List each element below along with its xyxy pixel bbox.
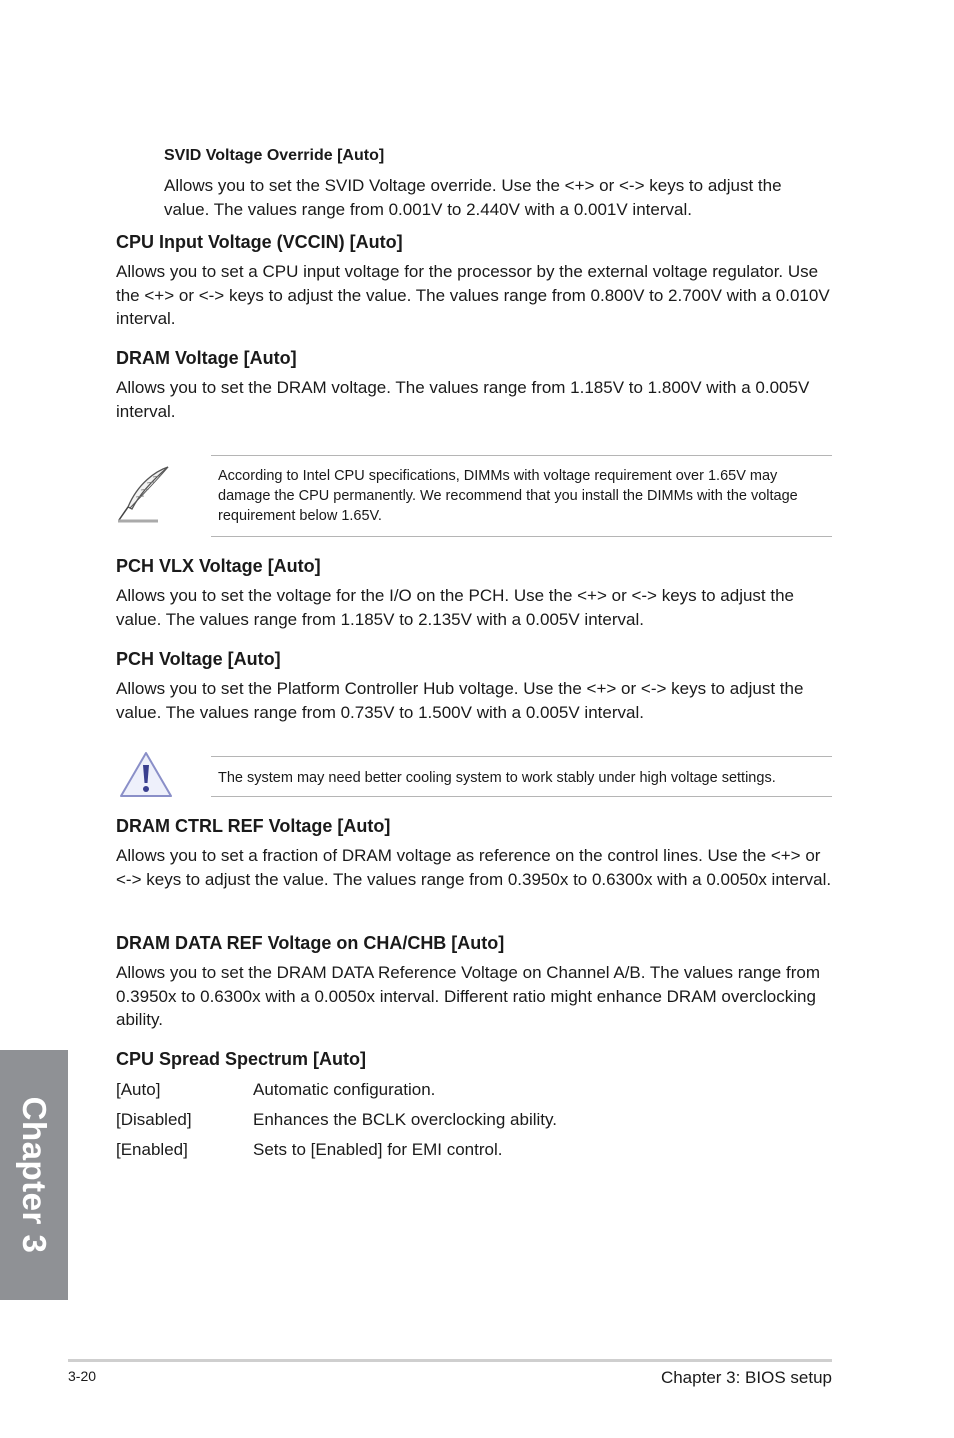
- section-description: Allows you to set the DRAM DATA Reference Voltage on Channel A/B. The values range from 0.3950x to 0.6300x with a 0.0050x interval. Different ratio might enhance DRAM overclocking ability.: [116, 963, 820, 1029]
- note-text: According to Intel CPU specifications, DIMMs with voltage requirement over 1.65V may damage the CPU permanently. We recommend that you install the DIMMs with the voltage requirement below 1.65V.: [211, 455, 832, 537]
- section-description: Allows you to set a fraction of DRAM voltage as reference on the control lines. Use the <+> or <-> keys to adjust the value. The values range from 0.3950x to 0.6300x with a 0.0050x interval.: [116, 846, 832, 889]
- section-dram-ctrl-ref-voltage: [116, 814, 832, 891]
- option-description: Enhances the BCLK overclocking ability.: [253, 1110, 557, 1129]
- chapter-side-tab: [0, 1050, 68, 1300]
- section-heading: DRAM Voltage [Auto]: [116, 348, 297, 368]
- svid-description: Allows you to set the SVID Voltage override. Use the <+> or <-> keys to adjust the value. The values range from 0.001V to 2.440V with a 0.001V interval.: [164, 176, 782, 219]
- footer-divider: [68, 1359, 832, 1362]
- option-key: [Auto]: [116, 1080, 161, 1099]
- option-description: Automatic configuration.: [253, 1080, 436, 1099]
- option-row: [116, 1138, 716, 1168]
- option-key: [Enabled]: [116, 1140, 188, 1159]
- section-description: Allows you to set a CPU input voltage for the processor by the external voltage regulator. Use the <+> or <-> keys to adjust the value. The values range from 0.800V to 2.700V with a 0.010V interval.: [116, 262, 830, 328]
- section-heading: CPU Spread Spectrum [Auto]: [116, 1049, 367, 1069]
- option-row: [116, 1078, 716, 1108]
- option-list: [116, 1078, 716, 1168]
- section-dram-voltage: [116, 346, 832, 423]
- section-description: Allows you to set the DRAM voltage. The values range from 1.185V to 1.800V with a 0.005V interval.: [116, 378, 810, 421]
- section-heading: DRAM DATA REF Voltage on CHA/CHB [Auto]: [116, 933, 505, 953]
- svid-heading: SVID Voltage Override [Auto]: [164, 147, 385, 164]
- section-cpu-spread-spectrum: [116, 1047, 832, 1071]
- section-heading: PCH Voltage [Auto]: [116, 649, 281, 669]
- option-description: Sets to [Enabled] for EMI control.: [253, 1140, 503, 1159]
- option-key: [Disabled]: [116, 1110, 192, 1129]
- warning-text: The system may need better cooling system to work stably under high voltage settings.: [211, 756, 832, 797]
- section-dram-data-ref-voltage: [116, 931, 832, 1032]
- section-heading: PCH VLX Voltage [Auto]: [116, 556, 321, 576]
- section-description: Allows you to set the voltage for the I/O on the PCH. Use the <+> or <-> keys to adjust the value. The values range from 1.185V to 2.135V with a 0.005V interval.: [116, 586, 795, 629]
- section-pch-vlx-voltage: [116, 554, 832, 631]
- feather-pen-icon: [116, 463, 176, 528]
- option-row: [116, 1108, 716, 1138]
- section-heading: DRAM CTRL REF Voltage [Auto]: [116, 816, 391, 836]
- section-heading: CPU Input Voltage (VCCIN) [Auto]: [116, 232, 403, 252]
- chapter-tab-label: Chapter 3: [16, 1096, 53, 1254]
- warning-triangle-icon: [118, 750, 174, 805]
- section-cpu-input-voltage: [116, 230, 832, 331]
- footer-chapter-title: Chapter 3: BIOS setup: [660, 1368, 832, 1387]
- section-description: Allows you to set the Platform Controller Hub voltage. Use the <+> or <-> keys to adjust the value. The values range from 0.735V to 1.500V with a 0.005V interval.: [116, 679, 804, 722]
- page-number: 3-20: [68, 1368, 97, 1384]
- section-pch-voltage: [116, 647, 832, 724]
